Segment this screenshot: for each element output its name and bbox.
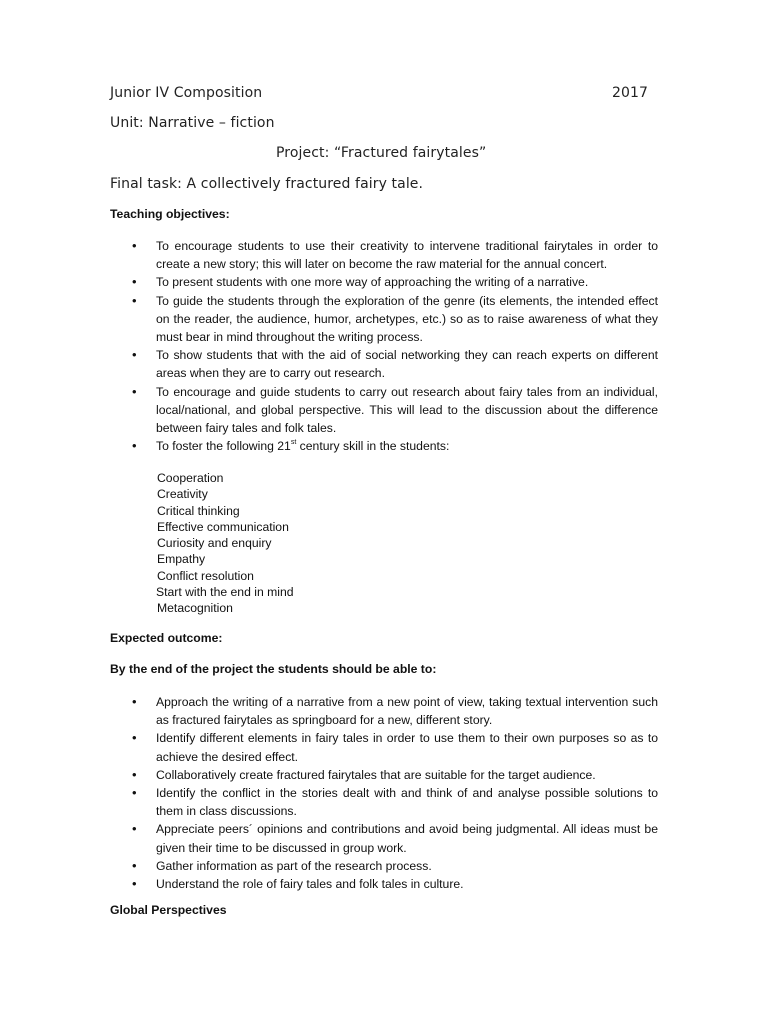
list-item: • To show students that with the aid of social networking they can reach experts on different areas when they are to carry out research.	[156, 346, 658, 382]
list-item: • Identify different elements in fairy tales in order to use them to their own purposes so as to achieve the desired effect.	[156, 729, 658, 765]
skill-item: Critical thinking	[157, 503, 240, 518]
skill-item: Cooperation	[157, 471, 224, 485]
skills-intro-text: To foster the following 21	[156, 439, 291, 454]
ordinal-suffix: st	[290, 439, 297, 447]
list-item: • To encourage and guide students to carry out research about fairy tales from an individual, local/national, and global perspective. This will lead to the discussion about the difference between fairy tales and folk tales.	[156, 383, 658, 438]
skill-item: Empathy	[157, 552, 206, 567]
skill-item: Curiosity and enquiry	[157, 536, 272, 551]
list-item: • To guide the students through the exploration of the genre (its elements, the intended effect on the reader, the audience, humor, archetypes, etc.) so as to raise awareness of what they must bear in mind throughout the writing process.	[156, 292, 658, 347]
list-item: • Identify the conflict in the stories dealt with and think of and analyse possible solutions to them in class discussions.	[156, 784, 658, 820]
list-item: • Approach the writing of a narrative from a new point of view, taking textual intervention such as fractured fairytales as springboard for a new, different story.	[156, 693, 658, 729]
skill-item: Start with the end in mind	[156, 585, 294, 600]
expected-outcome-heading: Expected outcome:	[110, 631, 223, 645]
global-perspectives-heading: Global Perspectives	[110, 903, 227, 917]
list-item: • To present students with one more way of approaching the writing of a narrative.	[156, 273, 658, 291]
skill-item: Metacognition	[157, 601, 233, 616]
unit-line: Unit: Narrative – fiction	[110, 115, 275, 131]
list-item: • Collaboratively create fractured fairytales that are suitable for the target audience.	[156, 766, 658, 784]
skill-item: Creativity	[157, 487, 208, 502]
project-title: Project: “Fractured fairytales”	[276, 145, 487, 161]
skills-list	[157, 470, 294, 617]
teaching-objectives-list	[156, 237, 658, 455]
list-item-skills-intro	[156, 437, 658, 455]
list-item: • Understand the role of fairy tales and folk tales in culture.	[156, 875, 658, 893]
year-label: 2017	[612, 85, 649, 101]
skill-item: Effective communication	[157, 519, 289, 534]
list-item: • To encourage students to use their creativity to intervene traditional fairytales in order to create a new story; this will later on become the raw material for the annual concert.	[156, 237, 658, 273]
list-item: • Gather information as part of the research process.	[156, 857, 658, 875]
list-item: • Appreciate peers´ opinions and contributions and avoid being judgmental. All ideas must be given their time to be discussed in group work.	[156, 820, 658, 856]
expected-outcome-intro: By the end of the project the students should be able to:	[110, 662, 437, 676]
teaching-objectives-heading: Teaching objectives:	[110, 207, 230, 221]
skill-item: Conflict resolution	[157, 568, 254, 583]
course-title: Junior IV Composition	[110, 85, 263, 101]
skills-intro-text-end: century skill in the students:	[296, 439, 450, 454]
final-task-line: Final task: A collectively fractured fairy tale.	[110, 176, 424, 192]
outcome-list	[156, 693, 658, 893]
